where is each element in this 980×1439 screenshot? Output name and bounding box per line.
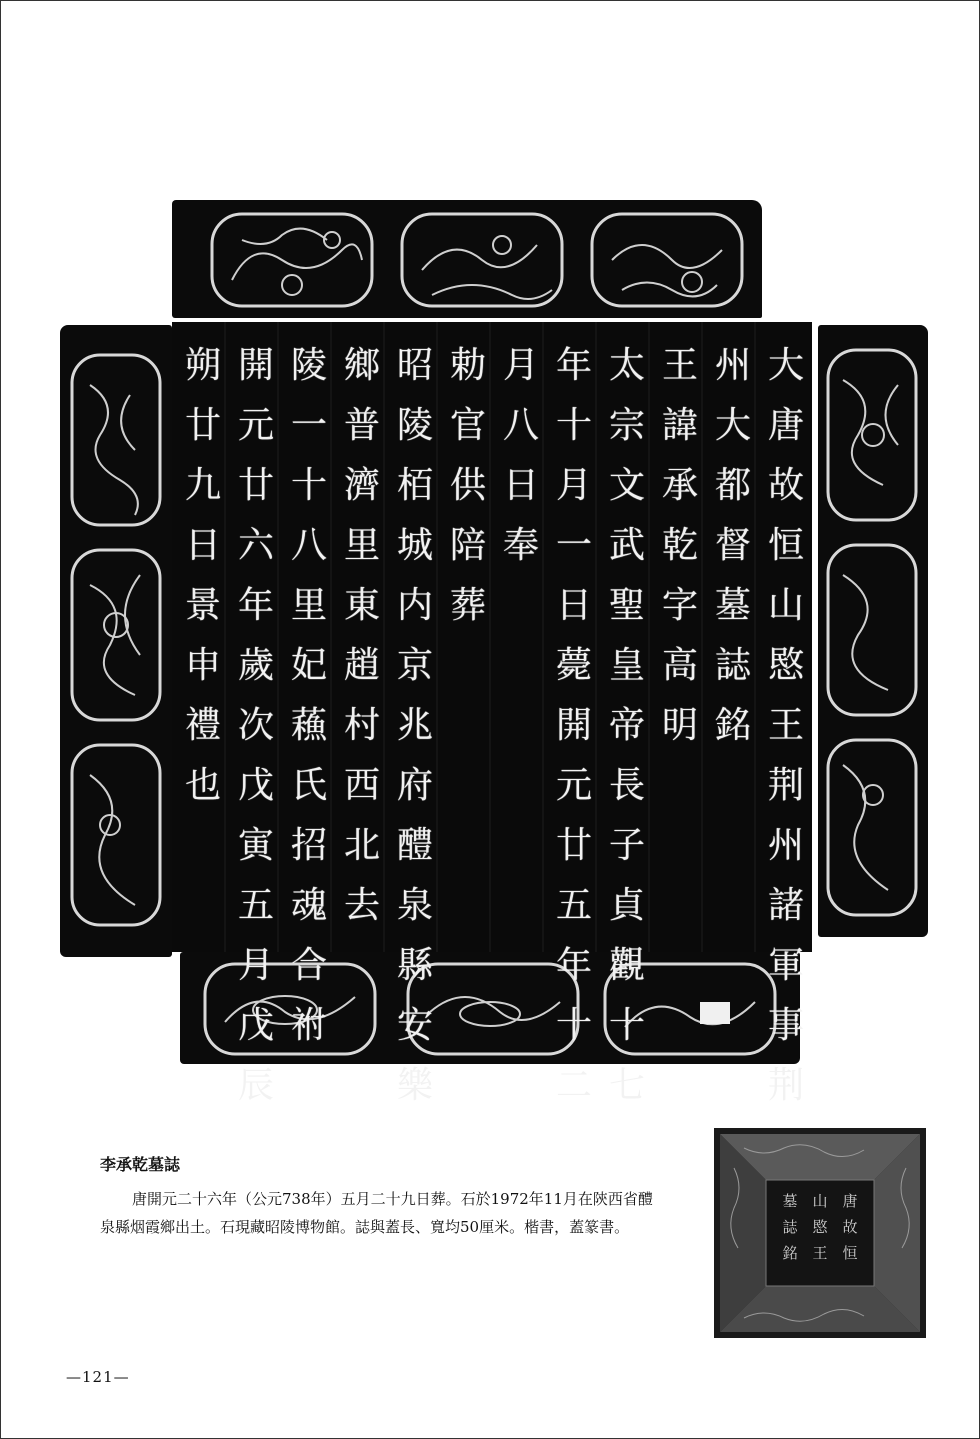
inscription-character: 葬 xyxy=(449,585,486,626)
inscription-character: 泉 xyxy=(396,885,433,926)
inscription-character: 申 xyxy=(184,645,221,686)
inscription-character: 愍 xyxy=(767,645,804,686)
inscription-character: 十 xyxy=(608,1005,645,1046)
inscription-character: 六 xyxy=(237,525,274,566)
inscription-character: 荆 xyxy=(767,765,804,806)
inscription-character: 内 xyxy=(396,585,433,626)
inscription-character: 廿 xyxy=(184,405,221,446)
svg-text:故: 故 xyxy=(842,1218,858,1236)
inscription-column xyxy=(336,342,388,942)
inscription-character: 村 xyxy=(343,705,380,746)
epitaph-rubbing xyxy=(60,200,865,1106)
inscription-character: 招 xyxy=(290,825,327,866)
inscription-character: 七 xyxy=(608,1065,645,1106)
inscription-character: 王 xyxy=(767,705,804,746)
inscription-character: 子 xyxy=(608,825,645,866)
inscription-character: 府 xyxy=(396,765,433,806)
inscription-character: 祔 xyxy=(290,1005,327,1046)
svg-text:愍: 愍 xyxy=(812,1218,828,1236)
inscription-character: 乾 xyxy=(661,525,698,566)
inscription-character: 武 xyxy=(608,525,645,566)
inscription-character: 奉 xyxy=(502,525,539,566)
inscription-character: 墓 xyxy=(714,585,751,626)
inscription-character: 承 xyxy=(661,465,698,506)
inscription-character: 陪 xyxy=(449,525,486,566)
inscription-character: 諱 xyxy=(661,405,698,446)
inscription-character: 都 xyxy=(714,465,751,506)
inscription-character: 禮 xyxy=(184,705,221,746)
inscription-character: 督 xyxy=(714,525,751,566)
lid-seal-char: 唐 xyxy=(842,1192,858,1210)
inscription-character: 供 xyxy=(449,465,486,506)
inscription-character: 觀 xyxy=(608,945,645,986)
inscription-character: 年 xyxy=(555,945,592,986)
inscription-character: 氏 xyxy=(290,765,327,806)
inscription-character: 日 xyxy=(555,585,592,626)
inscription-character: 月 xyxy=(502,345,539,386)
page-number: —121— xyxy=(66,1368,130,1386)
inscription-column xyxy=(707,342,759,762)
caption xyxy=(100,1152,660,1241)
inscription-character: 銘 xyxy=(714,705,751,746)
inscription-character: 誌 xyxy=(714,645,751,686)
inscription-column xyxy=(548,342,600,1122)
inscription-column xyxy=(601,342,653,1122)
inscription-character: 八 xyxy=(290,525,327,566)
inscription-character: 昭 xyxy=(396,345,433,386)
inscription-column xyxy=(177,342,229,822)
inscription-character: 宗 xyxy=(608,405,645,446)
inscription-character: 兆 xyxy=(396,705,433,746)
inscription-character: 一 xyxy=(555,525,592,566)
inscription-character: 事 xyxy=(767,1005,804,1046)
inscription-character: 元 xyxy=(237,405,274,446)
inscription-character: 一 xyxy=(290,405,327,446)
inscription-character: 趙 xyxy=(343,645,380,686)
inscription-character: 景 xyxy=(184,585,221,626)
inscription-character: 北 xyxy=(343,825,380,866)
inscription-character: 年 xyxy=(237,585,274,626)
inscription-character: 京 xyxy=(396,645,433,686)
inscription-character: 樂 xyxy=(396,1065,433,1106)
inscription-character: 朔 xyxy=(184,345,221,386)
inscription-character: 栢 xyxy=(396,465,433,506)
inscription-character: 二 xyxy=(555,1065,592,1106)
inscription-column xyxy=(230,342,282,1122)
svg-text:銘: 銘 xyxy=(782,1244,798,1262)
inscription-character: 山 xyxy=(767,585,804,626)
inscription-character: 安 xyxy=(396,1005,433,1046)
inscription-character: 荆 xyxy=(767,1065,804,1106)
inscription-character: 故 xyxy=(767,465,804,506)
inscription-character: 明 xyxy=(661,705,698,746)
inscription-character: 文 xyxy=(608,465,645,506)
inscription-character: 城 xyxy=(396,525,433,566)
inscription-character: 次 xyxy=(237,705,274,746)
inscription-character: 大 xyxy=(714,405,751,446)
inscription-character: 九 xyxy=(184,465,221,506)
svg-text:墓: 墓 xyxy=(782,1192,798,1210)
inscription-character: 元 xyxy=(555,765,592,806)
inscription-character: 太 xyxy=(608,345,645,386)
inscription-character: 十 xyxy=(290,465,327,506)
inscription-column xyxy=(442,342,494,642)
inscription-character: 州 xyxy=(714,345,751,386)
inscription-character: 軍 xyxy=(767,945,804,986)
inscription-character: 十 xyxy=(555,1005,592,1046)
epitaph-lid-photo xyxy=(714,1128,926,1338)
inscription-character: 戊 xyxy=(237,765,274,806)
inscription-character: 年 xyxy=(555,345,592,386)
inscription-character: 廿 xyxy=(555,825,592,866)
inscription-character: 王 xyxy=(661,345,698,386)
inscription-character: 帝 xyxy=(608,705,645,746)
decorative-band-left xyxy=(60,325,172,957)
inscription-character: 長 xyxy=(608,765,645,806)
inscription-character: 皇 xyxy=(608,645,645,686)
inscription-character: 陵 xyxy=(396,405,433,446)
inscription-character: 合 xyxy=(290,945,327,986)
inscription-character: 貞 xyxy=(608,885,645,926)
inscription-character: 陵 xyxy=(290,345,327,386)
inscription-character: 歲 xyxy=(237,645,274,686)
inscription-character: 官 xyxy=(449,405,486,446)
inscription-character: 月 xyxy=(237,945,274,986)
inscription-character: 開 xyxy=(555,705,592,746)
inscription-character: 蘓 xyxy=(290,705,327,746)
svg-text:王: 王 xyxy=(812,1244,828,1262)
inscription-character: 東 xyxy=(343,585,380,626)
inscription-character: 唐 xyxy=(767,405,804,446)
inscription-character: 字 xyxy=(661,585,698,626)
inscription-character: 里 xyxy=(343,525,380,566)
inscription-column xyxy=(654,342,706,762)
inscription-character: 也 xyxy=(184,765,221,806)
inscription-character: 五 xyxy=(555,885,592,926)
inscription-character: 月 xyxy=(555,465,592,506)
inscription-character: 日 xyxy=(184,525,221,566)
inscription-column xyxy=(760,342,812,1122)
inscription-character: 去 xyxy=(343,885,380,926)
svg-text:山: 山 xyxy=(812,1192,828,1210)
inscription-character: 妃 xyxy=(290,645,327,686)
inscription-character: 開 xyxy=(237,345,274,386)
inscription-character: 里 xyxy=(290,585,327,626)
svg-text:誌: 誌 xyxy=(782,1218,798,1236)
inscription-character: 五 xyxy=(237,885,274,926)
inscription-character: 恒 xyxy=(767,525,804,566)
inscription-column xyxy=(389,342,441,1122)
inscription-column xyxy=(283,342,335,1062)
decorative-band-top xyxy=(172,200,762,318)
inscription-stone xyxy=(172,322,812,1106)
inscription-character: 寅 xyxy=(237,825,274,866)
inscription-character: 高 xyxy=(661,645,698,686)
caption-body: 唐開元二十六年（公元738年）五月二十九日葬。石於1972年11月在陝西省醴泉縣烟霞鄉出土。石現藏昭陵博物館。誌與蓋長、寬均50厘米。楷書，蓋篆書。 xyxy=(100,1190,653,1236)
inscription-character: 聖 xyxy=(608,585,645,626)
inscription-character: 日 xyxy=(502,465,539,506)
inscription-character: 諸 xyxy=(767,885,804,926)
inscription-character: 醴 xyxy=(396,825,433,866)
caption-title: 李承乾墓誌 xyxy=(100,1155,181,1174)
inscription-character: 州 xyxy=(767,825,804,866)
inscription-character: 鄉 xyxy=(343,345,380,386)
svg-text:恒: 恒 xyxy=(842,1244,858,1262)
decorative-band-right xyxy=(818,325,928,937)
inscription-character: 十 xyxy=(555,405,592,446)
inscription-character: 勅 xyxy=(449,345,486,386)
inscription-character: 魂 xyxy=(290,885,327,926)
inscription-character: 濟 xyxy=(343,465,380,506)
inscription-character: 辰 xyxy=(237,1065,274,1106)
inscription-column xyxy=(495,342,547,582)
inscription-character: 八 xyxy=(502,405,539,446)
inscription-character: 薨 xyxy=(555,645,592,686)
inscription-character: 縣 xyxy=(396,945,433,986)
inscription-character: 戊 xyxy=(237,1005,274,1046)
inscription-character: 西 xyxy=(343,765,380,806)
inscription-character: 廿 xyxy=(237,465,274,506)
inscription-character: 大 xyxy=(767,345,804,386)
inscription-character: 普 xyxy=(343,405,380,446)
